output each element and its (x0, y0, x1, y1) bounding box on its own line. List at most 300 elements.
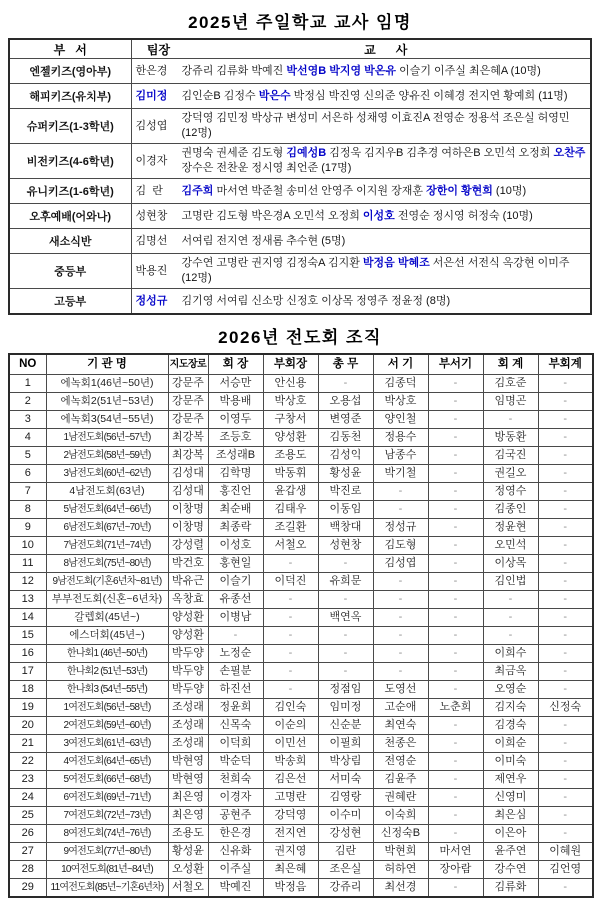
org-cell: 이은아 (483, 825, 538, 843)
org-cell: 조등호 (208, 429, 263, 447)
org-cell: - (538, 789, 593, 807)
teacher-name-text: 서은선 서전식 옥강현 이미주 (12명) (181, 257, 570, 284)
org-cell: 강덕영 (263, 807, 318, 825)
staff-cell (131, 179, 591, 204)
org-cell: - (428, 447, 483, 465)
org-table-header-row (9, 354, 593, 375)
staff-flex (136, 89, 588, 104)
dept-cell: 새소식반 (9, 229, 131, 254)
org-cell: 하진선 (208, 681, 263, 699)
dept-cell: 유니키즈(1-6학년) (9, 179, 131, 204)
org-cell: - (318, 645, 373, 663)
org-cell: - (428, 501, 483, 519)
org-row (9, 717, 593, 735)
org-cell: 양인철 (373, 411, 428, 429)
org-name-cell: 6남전도회(67년~70년) (46, 519, 168, 537)
staff-cell (131, 229, 591, 254)
teacher-name-text: 서여림 전지연 정새롬 추수현 (5명) (181, 234, 346, 247)
org-cell: 고순애 (373, 699, 428, 717)
row-number-cell: 3 (9, 411, 46, 429)
org-cell: - (428, 465, 483, 483)
org-table-title: 2026년 전도회 조직 (218, 328, 382, 347)
org-row (9, 375, 593, 393)
org-name-cell: 1여전도회(56년~58년) (46, 699, 168, 717)
org-name-cell: 8남전도회(75년~80년) (46, 555, 168, 573)
org-cell: 권길오 (483, 465, 538, 483)
org-cell: 이슬기 (208, 573, 263, 591)
org-cell: 이덕희 (208, 735, 263, 753)
org-cell: 최은영 (168, 807, 208, 825)
org-cell: - (428, 825, 483, 843)
org-cell: 한은경 (208, 825, 263, 843)
teacher-names (182, 89, 588, 104)
org-cell: - (428, 609, 483, 627)
org-cell: - (483, 411, 538, 429)
org-cell: 남종수 (373, 447, 428, 465)
staff-cell (131, 254, 591, 289)
row-number-cell: 19 (9, 699, 46, 717)
org-name-cell: 8여전도회(74년~76년) (46, 825, 168, 843)
org-cell: - (538, 879, 593, 898)
org-cell: 김성익 (318, 447, 373, 465)
org-cell: 방동환 (483, 429, 538, 447)
org-cell: 김인숙 (263, 699, 318, 717)
new-teacher-names: 오찬주 (553, 147, 586, 159)
org-column-header: 서 기 (373, 354, 428, 375)
org-cell: - (538, 447, 593, 465)
org-row (9, 519, 593, 537)
org-cell: 권혜란 (373, 789, 428, 807)
org-cell: - (428, 573, 483, 591)
staff-column-headers (132, 41, 591, 58)
teacher-names (182, 234, 588, 249)
org-cell: - (428, 627, 483, 645)
org-name-cell: 2남전도회(58년~59년) (46, 447, 168, 465)
org-row (9, 771, 593, 789)
teacher-row (9, 144, 591, 179)
staff-cell (131, 84, 591, 109)
dept-cell: 비전키즈(4-6학년) (9, 144, 131, 179)
row-number-cell: 1 (9, 375, 46, 393)
org-cell: - (373, 627, 428, 645)
org-cell: - (428, 879, 483, 898)
org-cell: 최종락 (208, 519, 263, 537)
org-cell: 최은혜 (263, 861, 318, 879)
org-cell: 백연옥 (318, 609, 373, 627)
org-cell: 최금옥 (483, 663, 538, 681)
row-number-cell: 8 (9, 501, 46, 519)
org-cell: - (318, 375, 373, 393)
org-cell: 박두양 (168, 681, 208, 699)
staff-flex (136, 294, 588, 309)
org-cell: 이수미 (318, 807, 373, 825)
leader-column-header: 팀장 (146, 42, 171, 57)
org-cell: 정점임 (318, 681, 373, 699)
leader-name: 정성규 (135, 294, 168, 307)
org-cell: 공현주 (208, 807, 263, 825)
org-cell: 유종선 (208, 591, 263, 609)
org-cell: 이덕진 (263, 573, 318, 591)
org-cell: 조은실 (318, 861, 373, 879)
org-cell: - (373, 483, 428, 501)
org-cell: - (428, 483, 483, 501)
org-cell: 손필분 (208, 663, 263, 681)
org-cell: 신유화 (208, 843, 263, 861)
org-cell: 박송희 (263, 753, 318, 771)
staff-cell (131, 144, 591, 179)
new-teacher-names: 김예성B (286, 147, 327, 159)
org-cell: - (428, 555, 483, 573)
org-cell: 천종은 (373, 735, 428, 753)
org-name-cell: 1남전도회(56년~57년) (46, 429, 168, 447)
org-cell: - (373, 663, 428, 681)
org-cell: 오용섭 (318, 393, 373, 411)
org-cell: - (538, 501, 593, 519)
org-cell: 허하연 (373, 861, 428, 879)
org-cell: 김태우 (263, 501, 318, 519)
org-cell: 김국진 (483, 447, 538, 465)
row-number-cell: 22 (9, 753, 46, 771)
teacher-name-text: 김기영 서여림 신소망 신정호 이상목 정영주 정윤정 (8명) (181, 294, 451, 307)
org-cell: - (538, 717, 593, 735)
org-cell: - (263, 645, 318, 663)
org-cell: - (318, 555, 373, 573)
org-column-header: 회 계 (483, 354, 538, 375)
org-cell: 박현영 (168, 753, 208, 771)
row-number-cell: 9 (9, 519, 46, 537)
row-number-cell: 6 (9, 465, 46, 483)
row-number-cell: 13 (9, 591, 46, 609)
org-name-cell: 한나회2 (51년~53년) (46, 663, 168, 681)
staff-cell (131, 59, 591, 84)
teacher-row (9, 59, 591, 84)
org-cell: - (373, 573, 428, 591)
org-cell: - (538, 627, 593, 645)
org-cell: 김성대 (168, 465, 208, 483)
teacher-row (9, 204, 591, 229)
org-cell: 신정숙 (538, 699, 593, 717)
org-column-header: 부회계 (538, 354, 593, 375)
org-cell: 김영랑 (318, 789, 373, 807)
org-row (9, 573, 593, 591)
org-name-cell: 7남전도회(71년~74년) (46, 537, 168, 555)
org-cell: - (538, 609, 593, 627)
org-cell: - (428, 735, 483, 753)
org-row (9, 555, 593, 573)
teacher-names (182, 146, 588, 176)
org-cell: 노춘희 (428, 699, 483, 717)
org-name-cell: 에스더회(45년~) (46, 627, 168, 645)
org-cell: 최은영 (168, 789, 208, 807)
org-cell: 서미숙 (318, 771, 373, 789)
org-cell: - (263, 555, 318, 573)
teacher-name-text: 장수은 전찬운 정시영 최언준 (17명) (181, 162, 352, 174)
org-row (9, 645, 593, 663)
staff-cell (131, 289, 591, 315)
org-cell: 최연숙 (373, 717, 428, 735)
org-cell: 구창서 (263, 411, 318, 429)
org-cell: - (538, 681, 593, 699)
row-number-cell: 2 (9, 393, 46, 411)
org-cell: 이희수 (483, 645, 538, 663)
teacher-name-text: 김인순B 김정수 (181, 89, 259, 102)
org-name-cell: 5여전도회(66년~68년) (46, 771, 168, 789)
org-cell: 마서연 (428, 843, 483, 861)
org-cell: 이영두 (208, 411, 263, 429)
teacher-name-text: 강쥬리 김류화 박예진 (181, 64, 287, 77)
new-teacher-names: 이성호 (362, 209, 395, 222)
row-number-cell: 15 (9, 627, 46, 645)
org-row (9, 591, 593, 609)
org-name-cell: 9여전도회(77년~80년) (46, 843, 168, 861)
dept-cell: 중등부 (9, 254, 131, 289)
org-cell: 권지영 (263, 843, 318, 861)
org-cell: - (373, 645, 428, 663)
dept-cell: 오후예배(어와나) (9, 204, 131, 229)
org-row (9, 753, 593, 771)
org-cell: 박상호 (373, 393, 428, 411)
org-cell: 박용배 (208, 393, 263, 411)
org-cell: - (483, 591, 538, 609)
org-cell: 홍진언 (208, 483, 263, 501)
org-cell: 이주실 (208, 861, 263, 879)
org-cell: 최강복 (168, 447, 208, 465)
org-cell: - (538, 771, 593, 789)
org-cell: 김인법 (483, 573, 538, 591)
org-cell: 양성환 (263, 429, 318, 447)
org-cell: 박유근 (168, 573, 208, 591)
staff-flex (136, 256, 588, 286)
org-cell: 이동임 (318, 501, 373, 519)
new-teacher-names: 박은수 (258, 89, 291, 102)
org-cell: 조길환 (263, 519, 318, 537)
org-cell: 박동휘 (263, 465, 318, 483)
org-cell: 이희순 (483, 735, 538, 753)
org-cell: 홍현일 (208, 555, 263, 573)
org-column-header: 부서기 (428, 354, 483, 375)
org-column-header: 기 관 명 (46, 354, 168, 375)
org-cell: 박정음 (263, 879, 318, 898)
org-column-header: 지도장로 (168, 354, 208, 375)
org-cell: 김은선 (263, 771, 318, 789)
dept-cell: 해피키즈(유치부) (9, 84, 131, 109)
org-cell: - (538, 645, 593, 663)
row-number-cell: 12 (9, 573, 46, 591)
new-teacher-names: 박정음 박혜조 (362, 257, 430, 269)
org-cell: - (538, 807, 593, 825)
org-cell: - (428, 645, 483, 663)
org-name-cell: 부부전도회(신혼~6년차) (46, 591, 168, 609)
teacher-names (182, 256, 588, 286)
teacher-names (182, 209, 588, 224)
leader-name: 이경자 (135, 154, 168, 167)
org-cell: - (428, 681, 483, 699)
row-number-cell: 4 (9, 429, 46, 447)
org-row (9, 879, 593, 898)
org-column-header: 부회장 (263, 354, 318, 375)
new-teacher-names: 박선영B 박지영 박온유 (286, 64, 397, 77)
org-cell: 김호준 (483, 375, 538, 393)
org-row (9, 699, 593, 717)
org-cell: 강쥬리 (318, 879, 373, 898)
teacher-names (182, 184, 588, 199)
org-cell: 김류화 (483, 879, 538, 898)
staff-flex (136, 184, 588, 199)
org-cell: 박기철 (373, 465, 428, 483)
org-cell: 황성윤 (168, 843, 208, 861)
org-row (9, 681, 593, 699)
teacher-name-text: (10명) (492, 184, 527, 197)
teacher-names (182, 64, 588, 79)
org-cell: 정용수 (373, 429, 428, 447)
org-cell: - (318, 663, 373, 681)
org-cell: 강성현 (318, 825, 373, 843)
org-cell: - (428, 393, 483, 411)
new-teacher-names: 김주희 (181, 184, 214, 197)
org-cell: 박현영 (168, 771, 208, 789)
org-cell: - (318, 627, 373, 645)
org-cell: 김성대 (168, 483, 208, 501)
org-cell: - (538, 483, 593, 501)
org-name-cell: 4여전도회(64년~65년) (46, 753, 168, 771)
org-cell: 임미정 (318, 699, 373, 717)
org-cell: - (428, 429, 483, 447)
org-cell: - (428, 771, 483, 789)
org-name-cell: 2여전도회(59년~60년) (46, 717, 168, 735)
org-cell: 박두양 (168, 645, 208, 663)
teacher-row (9, 289, 591, 315)
teacher-row (9, 109, 591, 144)
org-cell: 정성규 (373, 519, 428, 537)
teacher-names (182, 294, 588, 309)
leader-name: 김명선 (135, 234, 168, 247)
row-number-cell: 23 (9, 771, 46, 789)
row-number-cell: 29 (9, 879, 46, 898)
org-cell: - (538, 591, 593, 609)
org-cell: - (428, 789, 483, 807)
org-cell: 이상목 (483, 555, 538, 573)
org-name-cell: 3여전도회(61년~63년) (46, 735, 168, 753)
org-cell: 신목숙 (208, 717, 263, 735)
org-cell: 최강복 (168, 429, 208, 447)
org-name-cell: 에녹회2(51년~53년) (46, 393, 168, 411)
org-cell: 이혜원 (538, 843, 593, 861)
org-row (9, 663, 593, 681)
org-cell: - (538, 429, 593, 447)
leader-name: 김성엽 (135, 119, 168, 132)
org-cell: 변영준 (318, 411, 373, 429)
org-cell: 강문주 (168, 393, 208, 411)
org-row (9, 393, 593, 411)
org-cell: 오영순 (483, 681, 538, 699)
teacher-name-text: 김정욱 김지우B 김추경 여하은B 오민석 오정희 (326, 147, 554, 159)
org-cell: 이경자 (208, 789, 263, 807)
org-cell: 김종덕 (373, 375, 428, 393)
org-row (9, 609, 593, 627)
org-cell: 김란 (318, 843, 373, 861)
leader-name: 성현창 (135, 209, 168, 222)
org-cell: 강문주 (168, 375, 208, 393)
org-cell: 백창대 (318, 519, 373, 537)
org-cell: 조성래B (208, 447, 263, 465)
org-name-cell: 11여전도회(85년~기혼6년차) (46, 879, 168, 898)
staff-flex (136, 146, 588, 176)
org-cell: 이민선 (263, 735, 318, 753)
org-cell: 신정숙B (373, 825, 428, 843)
org-row (9, 465, 593, 483)
org-row (9, 501, 593, 519)
teacher-name-text: 고명란 김도형 박은경A 오민석 오정희 (181, 209, 363, 222)
org-cell: 김윤주 (373, 771, 428, 789)
org-cell: - (263, 591, 318, 609)
org-cell: 김지숙 (483, 699, 538, 717)
teacher-table-header-row (9, 39, 591, 59)
org-name-cell: 5남전도회(64년~66년) (46, 501, 168, 519)
leader-name: 박용진 (135, 264, 168, 277)
org-cell: 안신용 (263, 375, 318, 393)
row-number-cell: 11 (9, 555, 46, 573)
org-cell: 박상호 (263, 393, 318, 411)
org-cell: 이필희 (318, 735, 373, 753)
org-row (9, 411, 593, 429)
org-cell: - (538, 825, 593, 843)
org-cell: - (373, 591, 428, 609)
org-cell: 조용도 (168, 825, 208, 843)
org-cell: 박현희 (373, 843, 428, 861)
org-cell: - (538, 519, 593, 537)
org-cell: 김언영 (538, 861, 593, 879)
org-cell: - (538, 465, 593, 483)
org-cell: - (538, 393, 593, 411)
org-cell: - (538, 573, 593, 591)
org-cell: - (263, 627, 318, 645)
org-cell: - (428, 537, 483, 555)
org-cell: 윤주연 (483, 843, 538, 861)
org-cell: 전영순 (373, 753, 428, 771)
teacher-name-text: 이슬기 이주실 최은혜A (10명) (396, 64, 541, 77)
org-row (9, 861, 593, 879)
org-column-header: 총 무 (318, 354, 373, 375)
org-cell: - (538, 753, 593, 771)
org-cell: 전지연 (263, 825, 318, 843)
org-name-cell: 9남전도회(기혼6년차~81년) (46, 573, 168, 591)
staff-cell (131, 109, 591, 144)
org-cell: 강문주 (168, 411, 208, 429)
org-cell: 천희숙 (208, 771, 263, 789)
leader-name: 김 란 (135, 184, 163, 197)
org-table (8, 353, 594, 898)
org-cell: 정윤희 (208, 699, 263, 717)
org-cell: - (483, 627, 538, 645)
org-cell: 이숙희 (373, 807, 428, 825)
row-number-cell: 14 (9, 609, 46, 627)
org-cell: 윤갑생 (263, 483, 318, 501)
row-number-cell: 20 (9, 717, 46, 735)
org-cell: 서승만 (208, 375, 263, 393)
org-name-cell: 갈렙회(45년~) (46, 609, 168, 627)
org-row (9, 735, 593, 753)
org-cell: 김성엽 (373, 555, 428, 573)
teacher-table-title: 2025년 주일학교 교사 임명 (188, 13, 412, 32)
org-row (9, 537, 593, 555)
org-cell: 유희문 (318, 573, 373, 591)
org-cell: 김경숙 (483, 717, 538, 735)
org-cell: - (538, 555, 593, 573)
org-name-cell: 4남전도회(63년) (46, 483, 168, 501)
dept-cell: 고등부 (9, 289, 131, 315)
org-cell: - (373, 501, 428, 519)
org-cell: 노정순 (208, 645, 263, 663)
